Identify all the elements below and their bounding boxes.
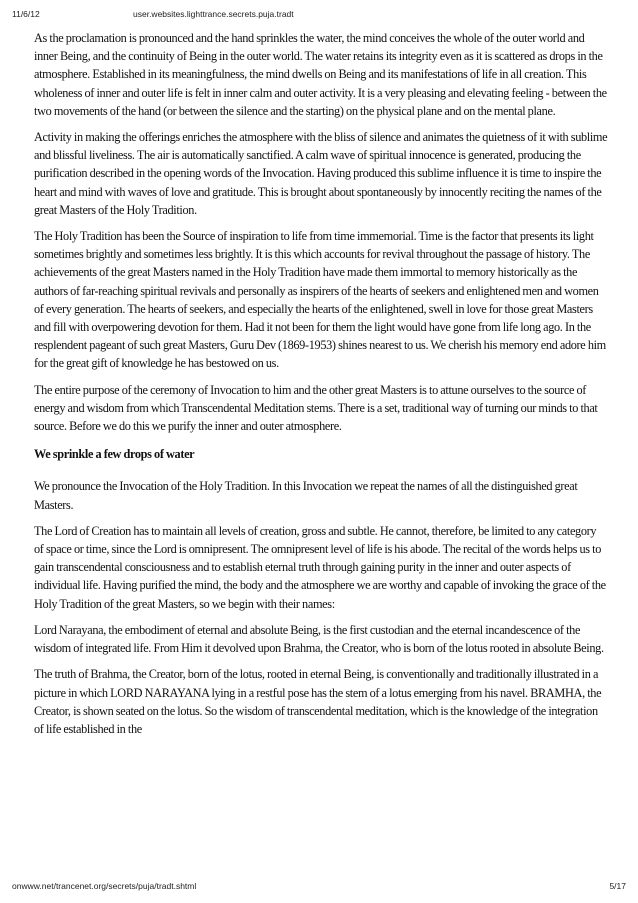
source-url: onwww.net/trancenet.org/secrets/puja/tradt.shtml [12,881,197,891]
paragraph: The Lord of Creation has to maintain all levels of creation, gross and subtle. He cannot, therefore, be limited to any category of space or time, since the Lord is omnipresent. The omnipresent level of life is his abode. The recital of the words helps us to gain transcendental consciousness and to establish eternal truth through gaining purity in the inner and outer aspects of individual life. Having purified the mind, the body and the atmosphere we are worthy and capable of invoking the grace of the Holy Tradition of the great Masters, so we begin with their names: [34,523,606,611]
paragraph: Lord Narayana, the embodiment of eternal and absolute Being, is the first custodian and the eternal incandescence of the wisdom of integrated life. From Him it devolved upon Brahma, the Creator, who is born of the lotus rooted in absolute Being. [34,622,604,656]
page-number: 5/17 [609,881,626,891]
print-date: 11/6/12 [12,9,40,19]
paragraph: The truth of Brahma, the Creator, born of the lotus, rooted in eternal Being, is conventionally and traditionally illustrated in a picture in which LORD NARAYANA lying in a restful pose has the stem of a lotus emerging from his navel. BRAMHA, the Creator, is shown seated on the lotus. So the wisdom of transcendental meditation, which is the knowledge of the integration of life established in the [34,667,602,736]
page-url: user.websites.lighttrance.secrets.puja.tradt [133,9,294,19]
paragraph: Activity in making the offerings enriches the atmosphere with the bliss of silence and animates the quietness of it with sublime and blissful liveliness. The air is automatically sanctified. A calm wave of spiritual innocence is generated, producing the purification described in the opening words of the Invocation. Having produced this sublime influence it is time to inspire the heart and mind with waves of love and gratitude. This is brought about spontaneously by innocently reciting the names of the great Masters of the Holy Tradition. [34,130,608,217]
section-heading: We sprinkle a few drops of water [34,447,195,462]
paragraph: As the proclamation is pronounced and the hand sprinkles the water, the mind conceives the whole of the outer world and inner Being, and the continuity of Being in the outer world. The water retains its integrity even as it is scattered as drops in the atmosphere. Established in its meaningfulness, the mind dwells on Being and its manifestations of life in all creation. This wholeness of inner and outer life is felt in inner calm and outer activity. It is a very pleasing and elevating feeling - between the two movements of the hand (or between the silence and the starting) on the physical plane and on the mental plane. [34,31,607,118]
paragraph: We pronounce the Invocation of the Holy Tradition. In this Invocation we repeat the names of all the distinguished great Masters. [34,479,578,512]
paragraph: The Holy Tradition has been the Source of inspiration to life from time immemorial. Time is the factor that presents its light sometimes brightly and sometimes less brightly. It is this which accounts for revival throughout the passage of history. The achievements of the great Masters named in the Holy Tradition have made them immortal to memory historically as the authors of far-reaching spiritual revivals and personally as inspirers of the hearts of seekers and enlightened men and women of every generation. The hearts of seekers, and especially the hearts of the enlightened, swell in love for those great Masters and fill with overpowering devotion for them. Had it not been for them the light would have gone from life long ago. In the resplendent pageant of such great Masters, Guru Dev (1869-1953) shines nearest to us. We cherish his memory end adore him for the great gift of knowledge he has bestowed on us. [34,229,606,371]
page-footer [12,881,626,893]
document-body [34,29,608,746]
paragraph: The entire purpose of the ceremony of Invocation to him and the other great Masters is to attune ourselves to the source of energy and wisdom from which Transcendental Meditation stems. There is a set, traditional way of turning our minds to that source. Before we do this we purify the inner and outer atmosphere. [34,382,598,434]
page-header [12,9,626,21]
